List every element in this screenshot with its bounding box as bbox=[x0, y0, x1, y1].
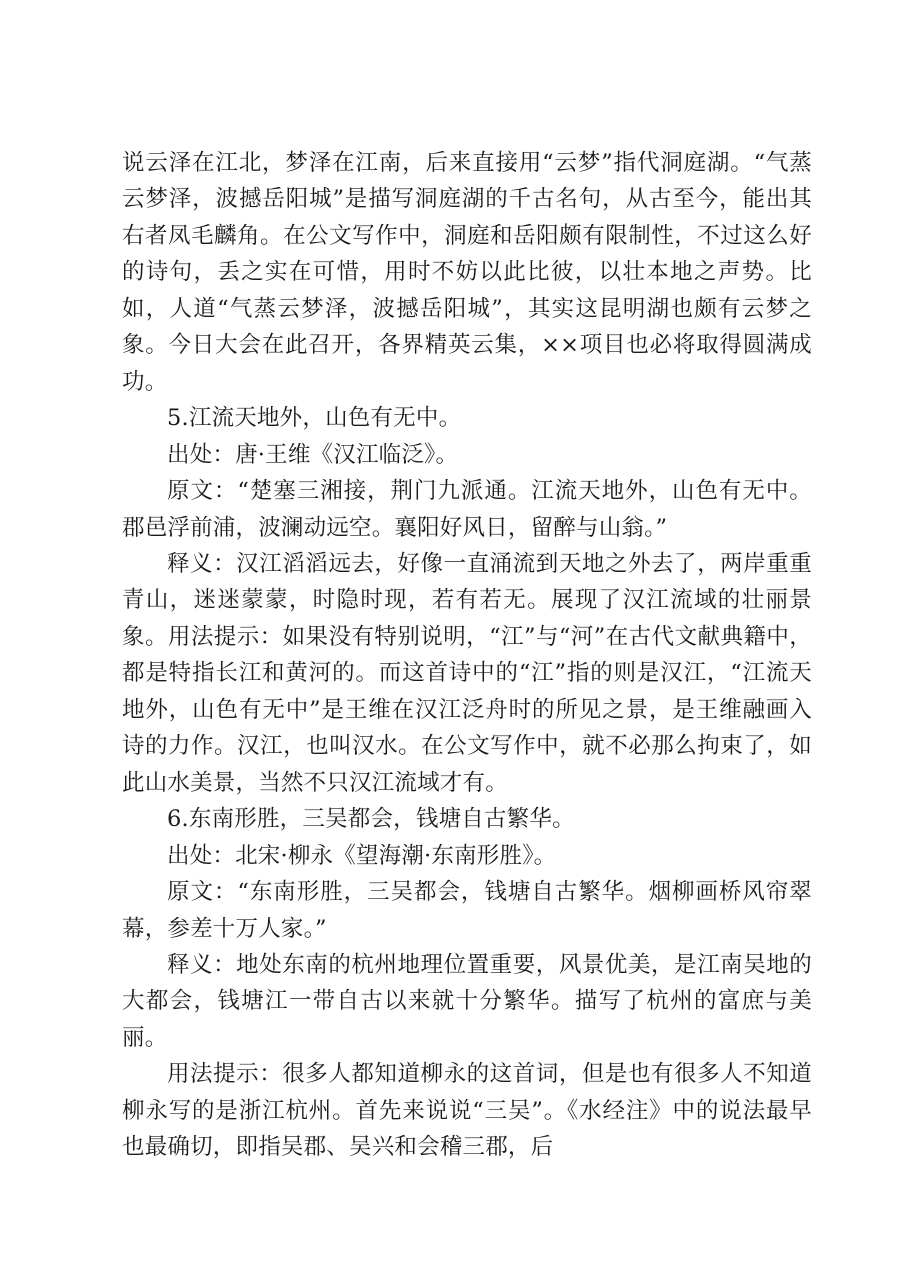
paragraph-explanation-6: 释义：地处东南的杭州地理位置重要，风景优美，是江南吴地的大都会，钱塘江一带自古以来就十分繁华。描写了杭州的富庶与美丽。 bbox=[122, 951, 812, 1051]
document-body bbox=[122, 145, 812, 1166]
paragraph-explanation-5: 释义：汉江滔滔远去，好像一直涌流到天地之外去了，两岸重重青山，迷迷蒙蒙，时隐时现，若有若无。展现了汉江流域的壮丽景象。用法提示：如果没有特别说明，“江”与“河”在古代文献典籍中，都是特指长江和黄河的。而这首诗中的“江”指的则是汉江，“江流天地外，山色有无中”是王维在汉江泛舟时的所见之景，是王维融画入诗的力作。汉江，也叫汉水。在公文写作中，就不必那么拘束了，如此山水美景，当然不只汉江流域才有。 bbox=[122, 550, 812, 796]
paragraph-source-5: 出处：唐·王维《汉江临泛》。 bbox=[167, 441, 459, 468]
paragraph-original-6: 原文：“东南形胜，三吴都会，钱塘自古繁华。烟柳画桥风帘翠幕，参差十万人家。” bbox=[122, 879, 812, 942]
paragraph-original-5: 原文：“楚塞三湘接，荆门九派通。江流天地外，山色有无中。郡邑浮前浦，波澜动远空。襄阳好风日，留醉与山翁。” bbox=[122, 478, 812, 541]
heading-item-6: 6.东南形胜，三吴都会，钱塘自古繁华。 bbox=[167, 806, 575, 833]
paragraph-usage-6: 用法提示：很多人都知道柳永的这首词，但是也有很多人不知道柳永写的是浙江杭州。首先来说说“三吴”。《水经注》中的说法最早也最确切，即指吴郡、吴兴和会稽三郡，后 bbox=[122, 1061, 812, 1161]
heading-item-5: 5.江流天地外，山色有无中。 bbox=[167, 405, 462, 432]
paragraph-source-6: 出处：北宋·柳永《望海潮·东南形胜》。 bbox=[167, 842, 557, 869]
paragraph-yunmeng-usage: 说云泽在江北，梦泽在江南，后来直接用“云梦”指代洞庭湖。“气蒸云梦泽，波撼岳阳城”是描写洞庭湖的千古名句，从古至今，能出其右者凤毛麟角。在公文写作中，洞庭和岳阳颇有限制性，不过这么好的诗句，丢之实在可惜，用时不妨以此比彼，以壮本地之声势。比如，人道“气蒸云梦泽，波撼岳阳城”，其实这昆明湖也颇有云梦之象。今日大会在此召开，各界精英云集，××项目也必将取得圆满成功。 bbox=[122, 150, 812, 395]
